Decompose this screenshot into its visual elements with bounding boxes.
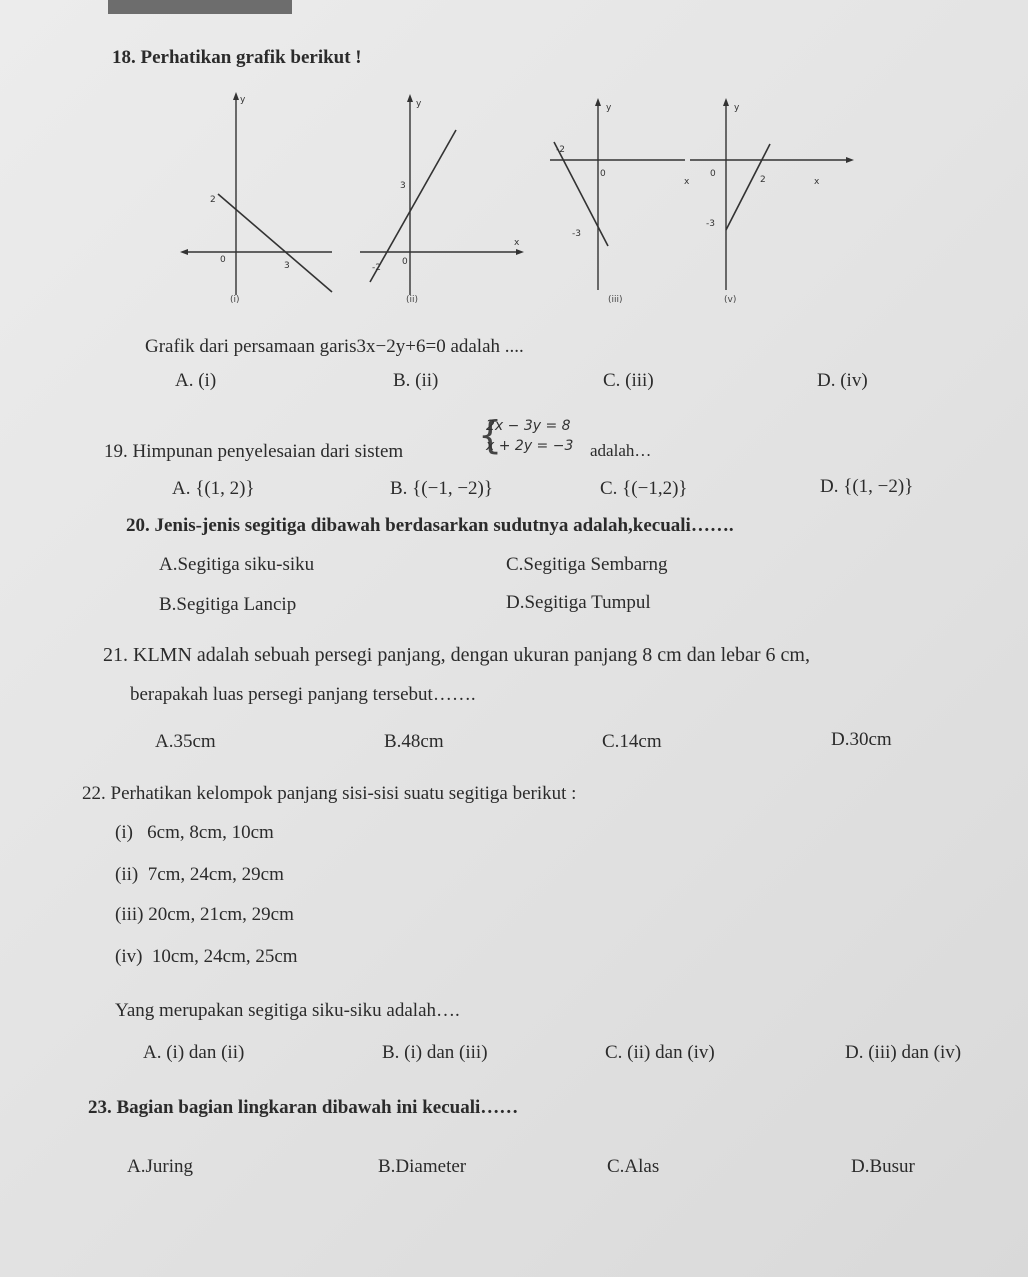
q21-option-c[interactable]: C.14cm xyxy=(602,731,662,752)
graph-ii-x-label: x xyxy=(514,238,520,248)
q20-question: 20. Jenis-jenis segitiga dibawah berdasarkan sudutnya adalah,kecuali……. xyxy=(126,515,734,536)
graph-ii-y-label: y xyxy=(416,99,422,109)
graph-iii-y-label: y xyxy=(606,103,612,113)
q23-question: 23. Bagian bagian lingkaran dibawah ini kecuali…… xyxy=(88,1097,519,1118)
q21-option-a[interactable]: A.35cm xyxy=(155,731,216,752)
q19-option-a[interactable]: A. {(1, 2)} xyxy=(172,478,255,499)
graph-v-label-0: 0 xyxy=(710,169,716,179)
q19-brace: { xyxy=(478,413,503,457)
graph-v-y-label: y xyxy=(734,103,740,113)
q23-option-b[interactable]: B.Diameter xyxy=(378,1156,467,1177)
q22-item-iv: (iv) 10cm, 24cm, 25cm xyxy=(115,946,298,967)
graph-ii-label-3: 3 xyxy=(400,181,406,191)
q22-option-b[interactable]: B. (i) dan (iii) xyxy=(382,1042,488,1063)
q22-option-a[interactable]: A. (i) dan (ii) xyxy=(143,1042,245,1063)
graph-ii-label-0: 0 xyxy=(402,257,408,267)
q18-question: Grafik dari persamaan garis3x−2y+6=0 adalah .... xyxy=(145,336,524,357)
q22-question: 22. Perhatikan kelompok panjang sisi-sisi suatu segitiga berikut : xyxy=(82,783,577,804)
q18-heading xyxy=(112,47,362,69)
q21-line2: berapakah luas persegi panjang tersebut……. xyxy=(130,684,476,705)
q20-option-c[interactable]: C.Segitiga Sembarng xyxy=(506,554,668,575)
q23-option-d[interactable]: D.Busur xyxy=(851,1156,915,1177)
q21-option-b[interactable]: B.48cm xyxy=(384,731,444,752)
graph-i-caption: (i) xyxy=(230,295,240,305)
graph-v-label-minus3: -3 xyxy=(706,219,715,229)
graph-iii-label-minus3: -3 xyxy=(572,229,581,239)
graph-iii-x-label: x xyxy=(684,177,690,187)
q18-option-d[interactable]: D. (iv) xyxy=(817,370,868,391)
graph-ii-line xyxy=(370,130,456,282)
q23-option-a[interactable]: A.Juring xyxy=(127,1156,193,1177)
graph-iii-caption: (iii) xyxy=(608,295,623,305)
q21-option-d[interactable]: D.30cm xyxy=(831,729,892,750)
q19-lead: 19. Himpunan penyelesaian dari sistem xyxy=(104,441,404,462)
graph-iii-label-minus2: -2 xyxy=(556,145,565,155)
q19-tail: adalah… xyxy=(590,441,652,460)
q18-option-c[interactable]: C. (iii) xyxy=(603,370,654,391)
top-edge-strip xyxy=(108,0,292,14)
graph-v-label-2: 2 xyxy=(760,175,766,185)
graph-iii-label-0: 0 xyxy=(600,169,606,179)
q19-equation-system xyxy=(478,413,588,458)
graph-ii xyxy=(360,90,530,315)
graph-i-label-2: 2 xyxy=(210,195,216,205)
graph-i xyxy=(180,90,340,315)
q20-option-b[interactable]: B.Segitiga Lancip xyxy=(159,594,297,615)
q23-option-c[interactable]: C.Alas xyxy=(607,1156,660,1177)
q19-option-b[interactable]: B. {(−1, −2)} xyxy=(390,478,493,499)
q22-item-i: (i) 6cm, 8cm, 10cm xyxy=(115,822,274,843)
graph-iii-line xyxy=(554,142,608,246)
graph-v-line xyxy=(726,144,770,230)
graph-v-x-label: x xyxy=(814,177,820,187)
q19-eq1: 2x − 3y = 8 xyxy=(486,418,571,434)
graph-v xyxy=(690,90,860,315)
q21-line1: 21. KLMN adalah sebuah persegi panjang, dengan ukuran panjang 8 cm dan lebar 6 cm, xyxy=(103,644,810,666)
q22-item-iii: (iii) 20cm, 21cm, 29cm xyxy=(115,904,294,925)
graph-iii xyxy=(540,90,690,315)
q22-item-ii: (ii) 7cm, 24cm, 29cm xyxy=(115,864,284,885)
q18-option-a[interactable]: A. (i) xyxy=(175,370,217,391)
q18-number: 18. xyxy=(112,47,136,68)
graph-i-label-3: 3 xyxy=(284,261,290,271)
graph-i-label-0: 0 xyxy=(220,255,226,265)
q22-prompt: Yang merupakan segitiga siku-siku adalah…. xyxy=(115,1000,460,1021)
q22-option-d[interactable]: D. (iii) dan (iv) xyxy=(845,1042,962,1063)
graph-v-caption: (v) xyxy=(724,295,737,305)
q19-option-c[interactable]: C. {(−1,2)} xyxy=(600,478,688,499)
graph-ii-caption: (ii) xyxy=(406,295,419,305)
q22-option-c[interactable]: C. (ii) dan (iv) xyxy=(605,1042,715,1063)
q19-option-d[interactable]: D. {(1, −2)} xyxy=(820,476,914,497)
graph-ii-label-minus2: -2 xyxy=(372,263,381,273)
q18-option-b[interactable]: B. (ii) xyxy=(393,370,439,391)
q20-option-d[interactable]: D.Segitiga Tumpul xyxy=(506,592,651,613)
q20-option-a[interactable]: A.Segitiga siku-siku xyxy=(159,554,315,575)
graph-i-y-label: y xyxy=(240,95,246,105)
graph-i-line xyxy=(218,194,332,292)
q19-eq2: x + 2y = −3 xyxy=(486,438,574,454)
q18-prompt: Perhatikan grafik berikut ! xyxy=(140,47,362,68)
